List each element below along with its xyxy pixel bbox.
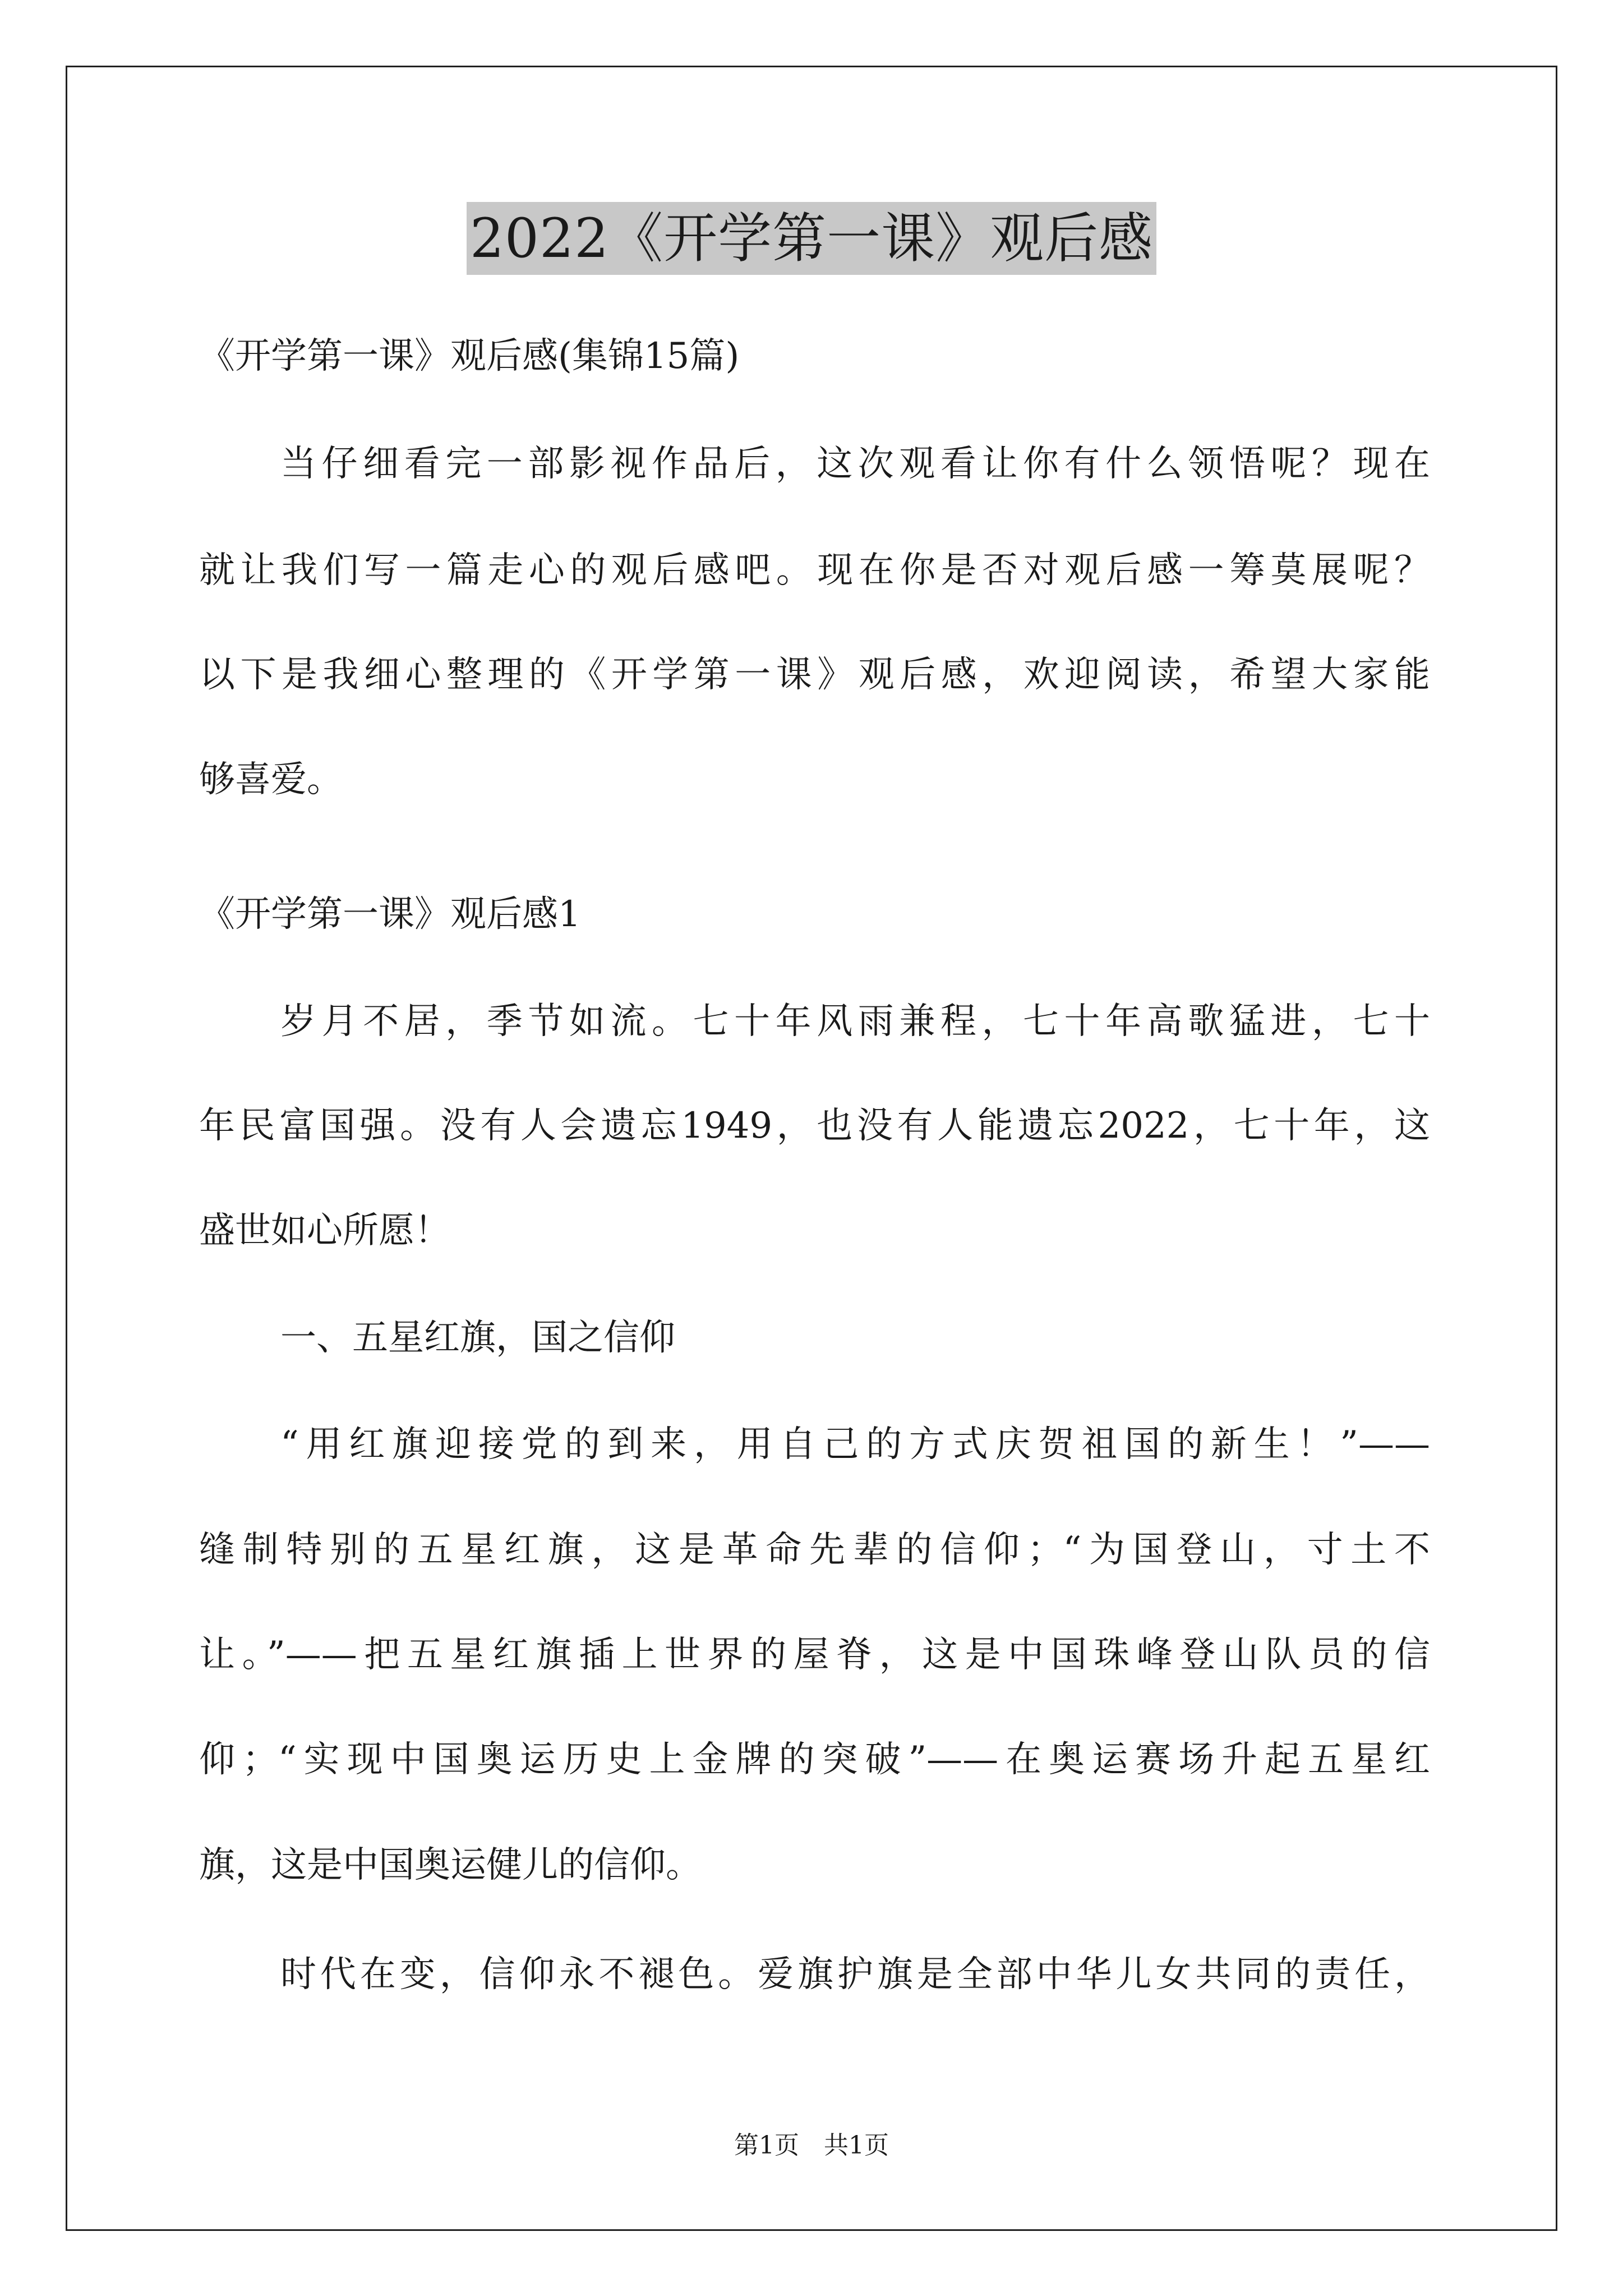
paragraph-3-line-1: 时代在变，信仰永不褪色。爱旗护旗是全部中华儿女共同的责任，	[280, 1954, 1430, 1995]
intro-line-4: 够喜爱。	[199, 759, 343, 800]
sub-heading: 一、五星红旗，国之信仰	[280, 1317, 675, 1359]
paragraph-2-line-1: “用红旗迎接党的到来，用自己的方式庆贺祖国的新生！”——	[280, 1424, 1430, 1465]
paragraph-1-line-1: 岁月不居，季节如流。七十年风雨兼程，七十年高歌猛进，七十	[280, 1001, 1430, 1042]
document-title: 2022《开学第一课》观后感	[467, 202, 1156, 275]
intro-line-3: 以下是我细心整理的《开学第一课》观后感，欢迎阅读，希望大家能	[199, 654, 1430, 696]
paragraph-1-line-3: 盛世如心所愿！	[199, 1210, 450, 1251]
document-subtitle: 《开学第一课》观后感(集锦15篇)	[199, 335, 740, 377]
title-container	[0, 202, 1623, 275]
page-number-footer: 第1页 共1页	[734, 2131, 889, 2160]
paragraph-2-line-4: 仰；“实现中国奥运历史上金牌的突破”——在奥运赛场升起五星红	[199, 1739, 1430, 1780]
section-heading: 《开学第一课》观后感1	[199, 894, 581, 935]
intro-line-2: 就让我们写一篇走心的观后感吧。现在你是否对观后感一筹莫展呢？	[199, 550, 1430, 591]
paragraph-1-line-2: 年民富国强。没有人会遗忘1949，也没有人能遗忘2022，七十年，这	[199, 1105, 1430, 1147]
paragraph-2-line-3: 让。”——把五星红旗插上世界的屋脊，这是中国珠峰登山队员的信	[199, 1634, 1430, 1676]
paragraph-2-line-2: 缝制特别的五星红旗，这是革命先辈的信仰；“为国登山，寸土不	[199, 1529, 1430, 1571]
intro-line-1: 当仔细看完一部影视作品后，这次观看让你有什么领悟呢？现在	[280, 443, 1430, 485]
paragraph-2-line-5: 旗，这是中国奥运健儿的信仰。	[199, 1844, 702, 1886]
